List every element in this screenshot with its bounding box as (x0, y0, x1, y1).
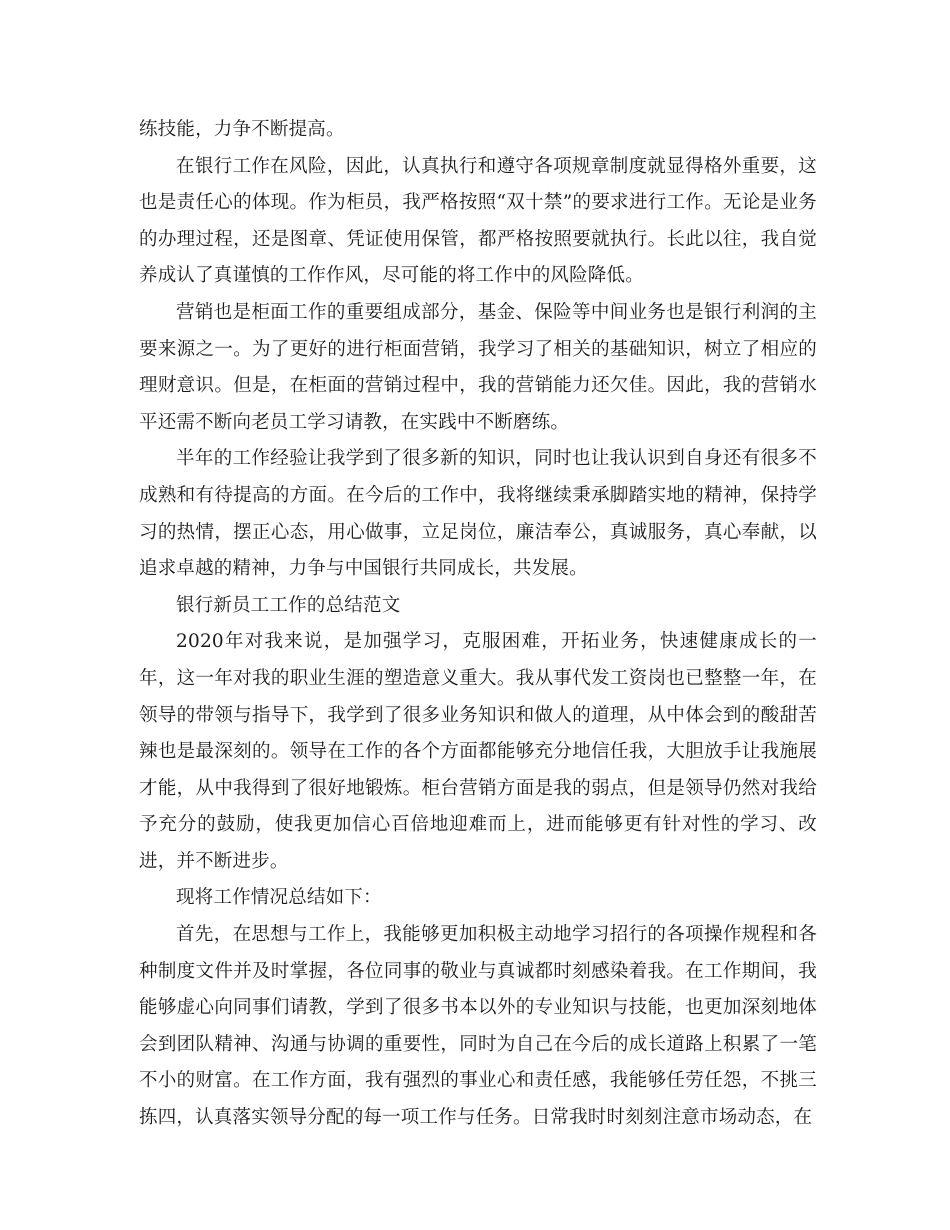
document-body (139, 112, 817, 1137)
paragraph-first-point: 首先，在思想与工作上，我能够更加积极主动地学习招行的各项操作规程和各种制度文件并及时掌握，各位同事的敬业与真诚都时刻感染着我。在工作期间，我能够虚心向同事们请教，学到了很多书本以外的专业知识与技能，也更加深刻地体会到团队精神、沟通与协调的重要性，同时为自己在今后的成长道路上积累了一笔不小的财富。在工作方面，我有强烈的事业心和责任感，我能够任劳任怨，不挑三拣四，认真落实领导分配的每一项工作与任务。日常我时时刻刻注意市场动态，在 (139, 924, 817, 1129)
paragraph-marketing: 营销也是柜面工作的重要组成部分，基金、保险等中间业务也是银行利润的主要来源之一。为了更好的进行柜面营销，我学习了相关的基础知识，树立了相应的理财意识。但是，在柜面的营销过程中，我的营销能力还欠佳。因此，我的营销水平还需不断向老员工学习请教，在实践中不断磨练。 (139, 301, 817, 433)
paragraph-year-summary: 2020年对我来说，是加强学习，克服困难，开拓业务，快速健康成长的一年，这一年对我的职业生涯的塑造意义重大。我从事代发工资岗也已整整一年，在领导的带领与指导下，我学到了很多业务知识和做人的道理，从中体会到的酸甜苦辣也是最深刻的。领导在工作的各个方面都能够充分地信任我，大胆放手让我施展才能，从中我得到了很好地锻炼。柜台营销方面是我的弱点，但是领导仍然对我给予充分的鼓励，使我更加信心百倍地迎难而上，进而能够更有针对性的学习、改进，并不断进步。 (139, 631, 817, 872)
paragraph-half-year-experience: 半年的工作经验让我学到了很多新的知识，同时也让我认识到自身还有很多不成熟和有待提高的方面。在今后的工作中，我将继续秉承脚踏实地的精神，保持学习的热情，摆正心态，用心做事，立足岗位，廉洁奉公，真诚服务，真心奉献，以追求卓越的精神，力争与中国银行共同成长，共发展。 (139, 448, 817, 580)
paragraph-risk-compliance: 在银行工作在风险，因此，认真执行和遵守各项规章制度就显得格外重要，这也是责任心的体现。作为柜员，我严格按照“双十禁”的要求进行工作。无论是业务的办理过程，还是图章、凭证使用保管，都严格按照要就执行。长此以往，我自觉养成认了真谨慎的工作作风，尽可能的将工作中的风险降低。 (139, 155, 817, 287)
paragraph-summary-intro: 现将工作情况总结如下： (176, 887, 382, 909)
paragraph-continuation: 练技能，力争不断提高。 (139, 119, 345, 140)
section-heading: 银行新员工工作的总结范文 (176, 594, 401, 616)
